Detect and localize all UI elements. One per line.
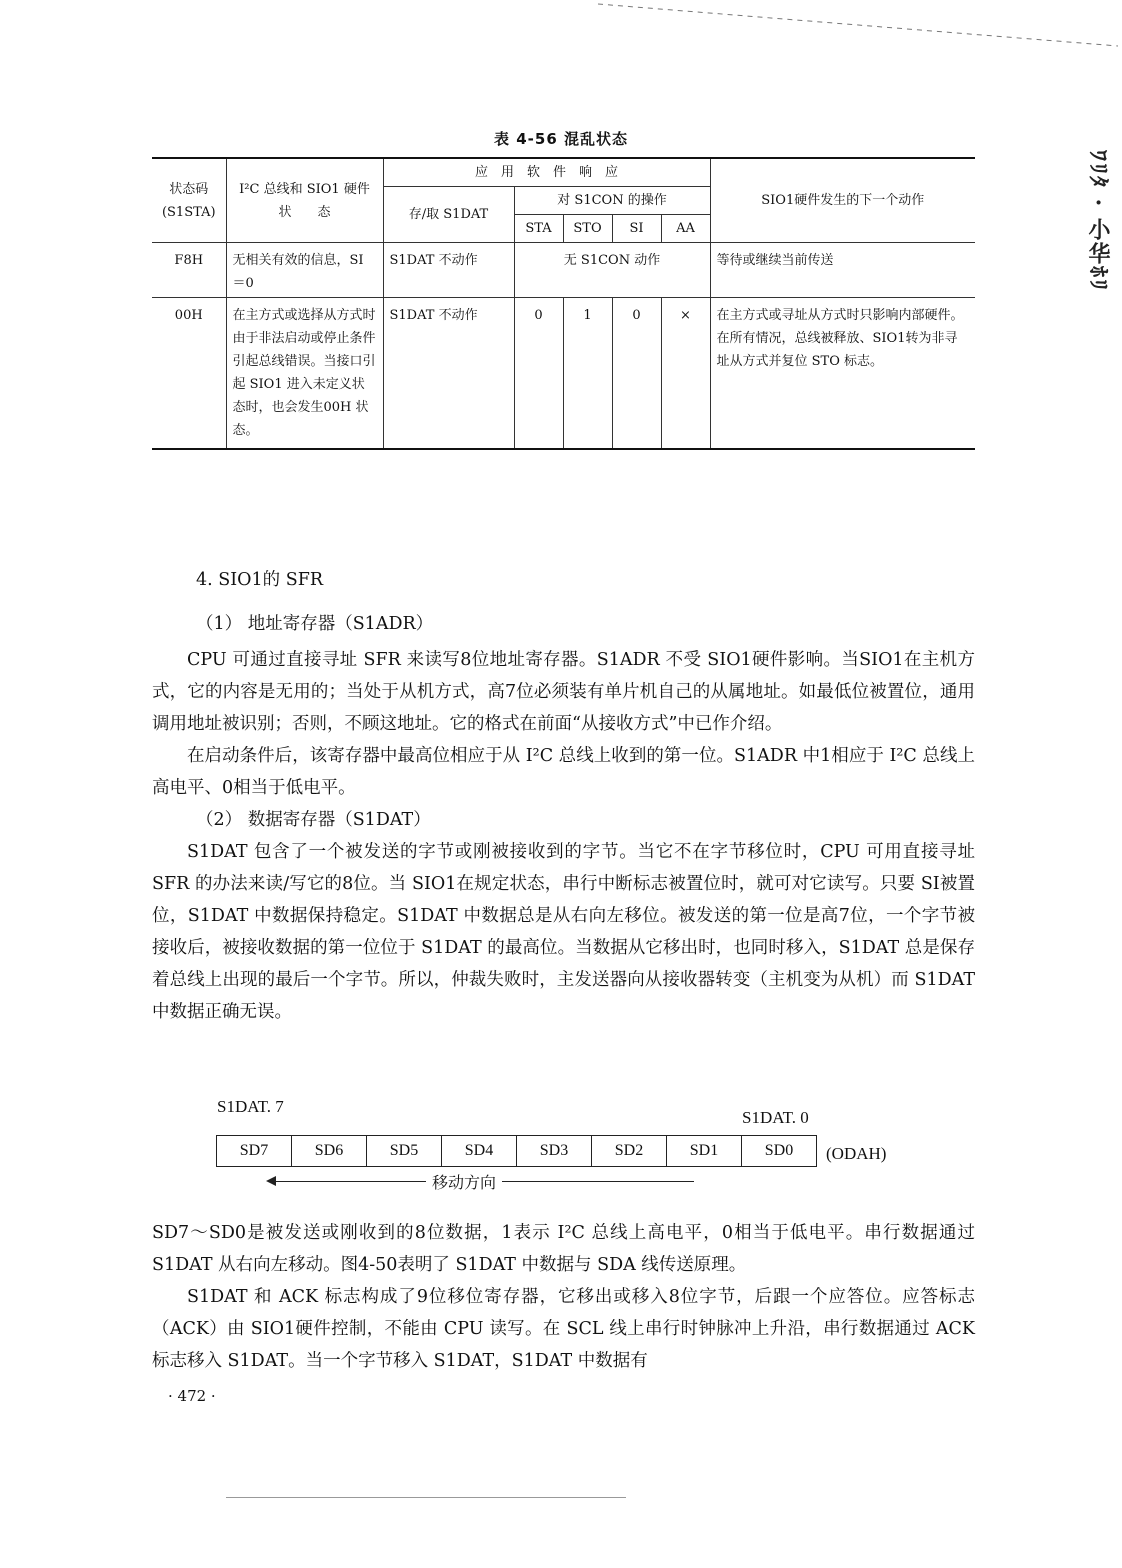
cell-aa: ×	[661, 298, 710, 450]
cell-si: 0	[612, 298, 661, 450]
bit-sd5: SD5	[367, 1136, 442, 1166]
scan-artifact-line	[226, 1497, 626, 1498]
body-text-lower	[152, 1217, 975, 1377]
cell-rw: S1DAT 不动作	[383, 243, 514, 298]
status-table	[152, 157, 975, 450]
cell-sto: 1	[563, 298, 612, 450]
cell-next: 等待或继续当前传送	[710, 243, 975, 298]
bit-sd4: SD4	[442, 1136, 517, 1166]
table-caption: 表 4-56 混乱状态	[494, 130, 628, 148]
header-sta: STA	[514, 215, 563, 243]
body-text-upper	[152, 564, 975, 1028]
paragraph-s1dat: S1DAT 包含了一个被发送的字节或刚被接收到的字节。当它不在字节移位时，CPU 可用直接寻址 SFR 的办法来读/写它的8位。当 SIO1在规定状态，串行中断标志被置位时，就可对它读写。只要 SI被置位，S1DAT 中数据保持稳定。S1DAT 中数据总是从右向左移位。被发送的第一位是高7位，一个字节被接收后，被接收数据的第一位位于 S1DAT 的最高位。当数据从它移出时，也同时移入，S1DAT 总是保存着总线上出现的最后一个字节。所以，仲裁失败时，主发送器向从接收器转变（主机变为从机）而 S1DAT 中数据正确无误。	[152, 842, 975, 1022]
shift-direction	[266, 1170, 696, 1194]
s1dat-register	[216, 1135, 817, 1167]
page-number: · 472 ·	[168, 1387, 216, 1405]
cell-sta: 0	[514, 298, 563, 450]
section-title: 4. SIO1的 SFR	[196, 570, 324, 590]
header-s1con-ops: 对 S1CON 的操作	[514, 187, 710, 215]
paragraph-sd-bits: SD7～SD0是被发送或刚收到的8位数据，1表示 I²C 总线上高电平，0相当于低电平。串行数据通过 S1DAT 从右向左移动。图4-50表明了 S1DAT 中数据与 SDA 线传送原理。	[152, 1223, 975, 1275]
header-si: SI	[612, 215, 661, 243]
subsection-title-s1dat: （2） 数据寄存器（S1DAT）	[196, 810, 431, 830]
header-next-action: SIO1硬件发生的下一个动作	[710, 158, 975, 243]
direction-label: 移动方向	[426, 1170, 502, 1193]
bit-sd6: SD6	[292, 1136, 367, 1166]
bit-sd3: SD3	[517, 1136, 592, 1166]
cell-next: 在主方式或寻址从方式时只影响内部硬件。在所有情况，总线被释放、SIO1转为非寻址从方式并复位 STO 标志。	[710, 298, 975, 450]
label-s1dat7: S1DAT. 7	[217, 1097, 284, 1116]
header-aa: AA	[661, 215, 710, 243]
cell-rw: S1DAT 不动作	[383, 298, 514, 450]
cell-code: F8H	[152, 243, 226, 298]
paragraph-s1adr: CPU 可通过直接寻址 SFR 来读写8位地址寄存器。S1ADR 不受 SIO1硬件影响。当SIO1在主机方式，它的内容是无用的；当处于从机方式，高7位必须装有单片机自己的从属地址。如最低位被置位，通用调用地址被识别；否则，不顾这地址。它的格式在前面“从接收方式”中已作介绍。	[152, 650, 975, 734]
bit-sd1: SD1	[667, 1136, 742, 1166]
paragraph-s1adr-start: 在启动条件后，该寄存器中最高位相应于从 I²C 总线上收到的第一位。S1ADR 中1相应于 I²C 总线上高电平、0相当于低电平。	[152, 746, 975, 798]
cell-state: 无相关有效的信息，SI＝0	[226, 243, 383, 298]
cell-s1con: 无 S1CON 动作	[514, 243, 710, 298]
margin-handwriting: ﾜﾘﾀ · 小华ﾎﾘ	[1085, 150, 1111, 292]
header-rw-s1dat: 存/取 S1DAT	[383, 187, 514, 243]
label-s1dat0: S1DAT. 0	[742, 1108, 809, 1127]
header-hw-state: I²C 总线和 SIO1 硬件 状 态	[226, 158, 383, 243]
register-address: (ODAH)	[826, 1144, 887, 1163]
bit-sd7: SD7	[217, 1136, 292, 1166]
cell-code: 00H	[152, 298, 226, 450]
cell-state: 在主方式或选择从方式时由于非法启动或停止条件引起总线错误。当接口引起 SIO1 进入未定义状态时，也会发生00H 状态。	[226, 298, 383, 450]
table-row	[152, 298, 975, 450]
header-app-response: 应 用 软 件 响 应	[383, 158, 710, 187]
scan-edge-dashes	[598, 0, 1122, 50]
subsection-title-s1adr: （1） 地址寄存器（S1ADR）	[196, 614, 434, 634]
paragraph-shift-register: S1DAT 和 ACK 标志构成了9位移位寄存器，它移出或移入8位字节，后跟一个应答位。应答标志（ACK）由 SIO1硬件控制，不能由 CPU 读写。在 SCL 线上串行时钟脉冲上升沿，串行数据通过 ACK 标志移入 S1DAT。当一个字节移入 S1DAT，S1DAT 中数据有	[152, 1287, 975, 1371]
bit-sd0: SD0	[764, 1142, 794, 1159]
table-row	[152, 243, 975, 298]
header-status-code: 状态码 (S1STA)	[152, 158, 226, 243]
header-sto: STO	[563, 215, 612, 243]
bit-sd2: SD2	[592, 1136, 667, 1166]
